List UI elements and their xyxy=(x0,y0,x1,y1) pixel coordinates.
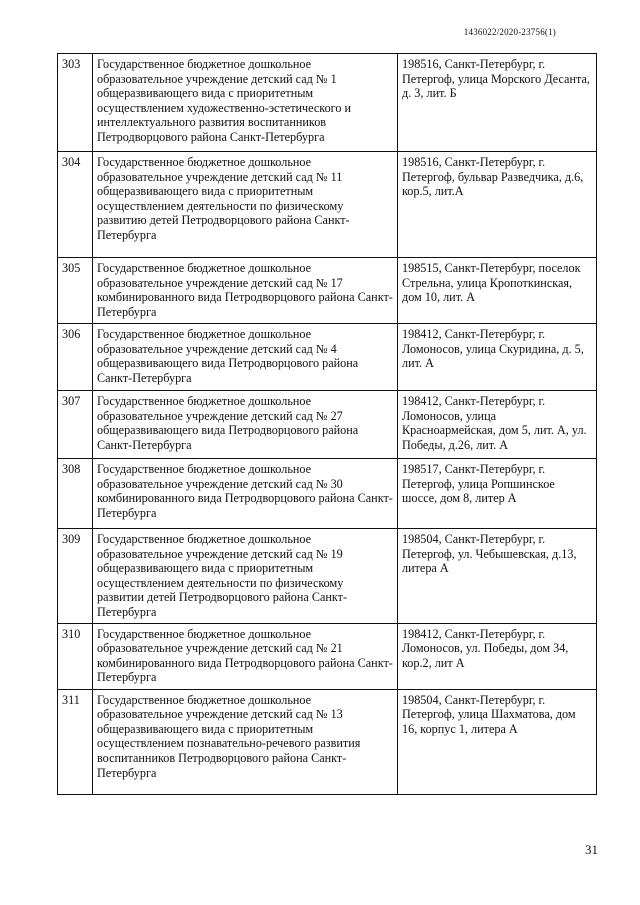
institution-name: Государственное бюджетное дошкольное образовательное учреждение детский сад № 27 общеразвивающего вида Петродворцового района Санкт-Петербурга xyxy=(93,391,398,459)
institutions-table xyxy=(57,53,597,795)
institution-address: 198515, Санкт-Петербург, поселок Стрельна, улица Кропоткинская, дом 10, лит. А xyxy=(398,258,597,324)
table-row xyxy=(58,689,597,794)
table-row xyxy=(58,258,597,324)
institution-address: 198517, Санкт-Петербург, г. Петергоф, улица Ропшинское шоссе, дом 8, литер А xyxy=(398,459,597,529)
document-number: 1436022/2020-23756(1) xyxy=(463,27,556,37)
table-row xyxy=(58,391,597,459)
row-number: 309 xyxy=(58,529,93,624)
table-row xyxy=(58,459,597,529)
institution-address: 198504, Санкт-Петербург, г. Петергоф, улица Шахматова, дом 16, корпус 1, литера А xyxy=(398,689,597,794)
institution-address: 198504, Санкт-Петербург, г. Петергоф, ул. Чебышевская, д.13, литера А xyxy=(398,529,597,624)
table-row xyxy=(58,623,597,689)
institution-name: Государственное бюджетное дошкольное образовательное учреждение детский сад № 11 общеразвивающего вида с приоритетным осуществлением деятельности по физическому развитию детей Петродворцового района Санкт-Петербурга xyxy=(93,152,398,258)
row-number: 310 xyxy=(58,623,93,689)
institution-name: Государственное бюджетное дошкольное образовательное учреждение детский сад № 13 общеразвивающего вида с приоритетным осуществлением познавательно-речевого развития воспитанников Петродворцового района Санкт-Петербурга xyxy=(93,689,398,794)
institution-address: 198412, Санкт-Петербург, г. Ломоносов, ул. Победы, дом 34, кор.2, лит А xyxy=(398,623,597,689)
page-number: 31 xyxy=(585,842,598,857)
row-number: 306 xyxy=(58,324,93,391)
institution-name: Государственное бюджетное дошкольное образовательное учреждение детский сад № 4 общеразвивающего вида Петродворцового района Санкт-Петербурга xyxy=(93,324,398,391)
institution-address: 198516, Санкт-Петербург, г. Петергоф, бульвар Разведчика, д.6, кор.5, лит.А xyxy=(398,152,597,258)
row-number: 303 xyxy=(58,54,93,152)
institution-address: 198516, Санкт-Петербург, г. Петергоф, улица Морского Десанта, д. 3, лит. Б xyxy=(398,54,597,152)
table-row xyxy=(58,324,597,391)
row-number: 311 xyxy=(58,689,93,794)
institution-name: Государственное бюджетное дошкольное образовательное учреждение детский сад № 19 общеразвивающего вида с приоритетным осуществлением деятельности по физическому развитии детей Петродворцового района Санкт-Петербурга xyxy=(93,529,398,624)
table-row xyxy=(58,152,597,258)
row-number: 308 xyxy=(58,459,93,529)
institution-name: Государственное бюджетное дошкольное образовательное учреждение детский сад № 17 комбинированного вида Петродворцового района Санкт-Петербурга xyxy=(93,258,398,324)
institution-address: 198412, Санкт-Петербург, г. Ломоносов, улица Красноармейская, дом 5, лит. А, ул. Победы, д.26, лит. А xyxy=(398,391,597,459)
institution-address: 198412, Санкт-Петербург, г. Ломоносов, улица Скуридина, д. 5, лит. А xyxy=(398,324,597,391)
row-number: 307 xyxy=(58,391,93,459)
row-number: 304 xyxy=(58,152,93,258)
table-row xyxy=(58,54,597,152)
institution-name: Государственное бюджетное дошкольное образовательное учреждение детский сад № 30 комбинированного вида Петродворцового района Санкт-Петербурга xyxy=(93,459,398,529)
table-row xyxy=(58,529,597,624)
institution-name: Государственное бюджетное дошкольное образовательное учреждение детский сад № 1 общеразвивающего вида с приоритетным осуществлением художественно-эстетического и интеллектуального развития воспитанников Петродворцового района Санкт-Петербурга xyxy=(93,54,398,152)
row-number: 305 xyxy=(58,258,93,324)
institution-name: Государственное бюджетное дошкольное образовательное учреждение детский сад № 21 комбинированного вида Петродворцового района Санкт-Петербурга xyxy=(93,623,398,689)
